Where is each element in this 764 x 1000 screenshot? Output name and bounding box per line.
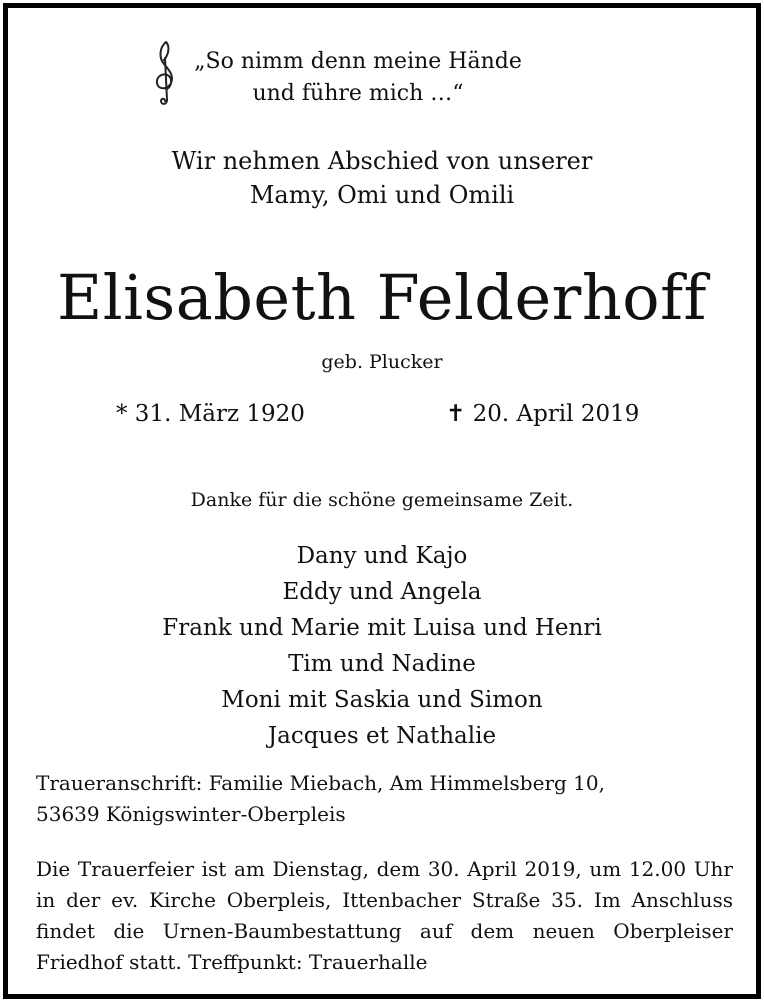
treble-clef-icon — [150, 38, 180, 108]
deceased-name: Elisabeth Felderhoff — [57, 261, 707, 334]
birth-date: * 31. März 1920 — [116, 401, 305, 427]
family-list — [8, 538, 756, 754]
address-line-1: Traueranschrift: Familie Miebach, Am Himmelsberg 10, — [36, 771, 605, 795]
family-entry: Jacques et Nathalie — [267, 723, 497, 749]
quote-line-2: und führe mich …“ — [252, 81, 464, 106]
obituary-notice — [3, 3, 761, 999]
death-date-group — [446, 398, 639, 430]
family-entry: Moni mit Saskia und Simon — [221, 687, 543, 713]
family-entry: Tim und Nadine — [288, 651, 476, 677]
family-entry: Eddy und Angela — [282, 579, 482, 605]
death-date: 20. April 2019 — [472, 401, 640, 427]
maiden-name: geb. Plucker — [321, 351, 443, 373]
ceremony-details: Die Trauerfeier ist am Dienstag, dem 30. April 2019, um 12.00 Uhr in der ev. Kirche Oberpleis, Ittenbacher Straße 35. Im Anschluss findet die Urnen-Baumbestattung auf dem neuen Oberpleiser Friedhof statt. Treffpunkt: Trauerhalle — [36, 857, 733, 974]
intro-line-1: Wir nehmen Abschied von unserer — [171, 147, 593, 175]
intro-text — [8, 144, 756, 212]
intro-line-2: Mamy, Omi und Omili — [249, 181, 515, 209]
cross-icon: ✝ — [446, 401, 466, 427]
family-entry: Dany und Kajo — [296, 543, 468, 569]
family-entry: Frank und Marie mit Luisa und Henri — [162, 615, 602, 641]
address-line-2: 53639 Königswinter-Oberpleis — [36, 802, 346, 826]
quote-line-1: „So nimm denn meine Hände — [194, 49, 522, 74]
thanks-line: Danke für die schöne gemeinsame Zeit. — [190, 489, 574, 511]
mourning-address — [36, 768, 736, 830]
quote — [178, 46, 538, 110]
